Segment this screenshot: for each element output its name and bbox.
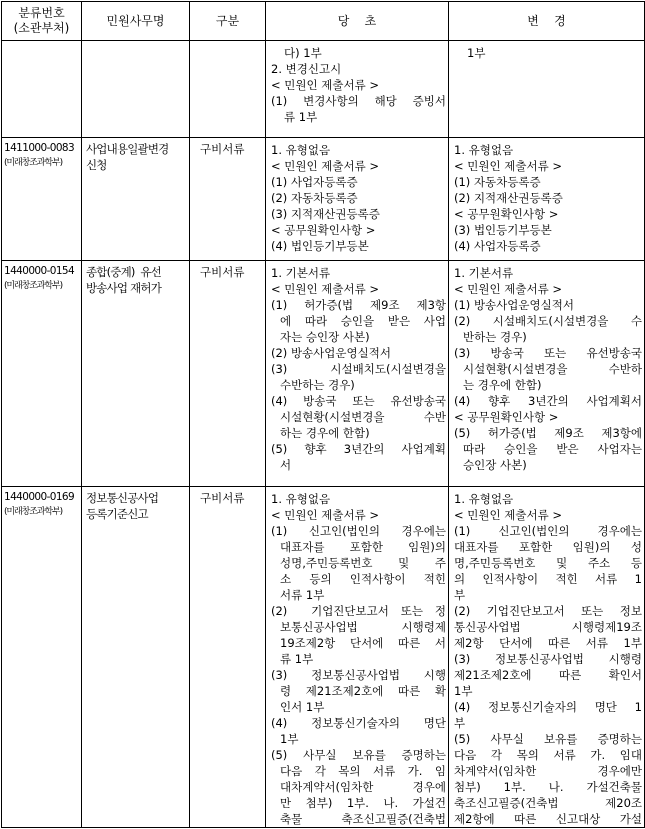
class-code: 1440000-0154 — [4, 265, 75, 277]
after-text-line: 명,주민등록번호 및 주소 등 — [454, 556, 642, 570]
after-text-line: < 공무원확인사항 > — [454, 207, 559, 221]
after-text-line: (3) 정보통신공사업법 시행령 — [454, 652, 642, 666]
before-text-line: 에 따라 승인을 받은 사업 — [280, 314, 446, 328]
service-name-line: 방송사업 재허가 — [86, 281, 162, 295]
after-text-line: 시설현황(시설변경을 수반하 — [463, 362, 642, 376]
before-text-line: 축물 축조신고필증(건축법 — [280, 812, 446, 826]
before-text-line: < 민원인 제출서류 > — [271, 282, 380, 296]
header-kind: 구분 — [190, 2, 266, 41]
before-text-line: < 공무원확인사항 > — [271, 223, 376, 237]
class-code-cell — [2, 138, 82, 261]
before-text-line: 류 1부 — [284, 110, 318, 124]
before-text-line: 서 — [280, 458, 292, 472]
class-code-cell — [2, 261, 82, 487]
before-text-line: (1) 신고인(법인의 경우에는 — [271, 524, 446, 538]
after-text-line: 1. 기본서류 — [454, 266, 514, 280]
before-text-line: 1부 — [280, 732, 299, 746]
after-text-line: < 공무원확인사항 > — [454, 410, 559, 424]
before-text-line: (4) 정보통신기술자의 명단 — [271, 716, 446, 730]
table-row — [2, 41, 645, 138]
civil-affairs-change-table — [1, 1, 645, 828]
before-text-line: < 민원인 제출서류 > — [271, 159, 380, 173]
before-text-line: 보통신공사업법 시행령제 — [280, 620, 446, 634]
after-text-line: 1. 유형없음 — [454, 143, 514, 157]
service-name-line: 신청 — [86, 158, 107, 172]
header-row — [2, 2, 645, 41]
before-text-line: (5) 사무실 보유를 증명하는 — [271, 748, 446, 762]
service-name-line: 종합(중계) 유선 — [86, 265, 161, 279]
kind-cell: 구비서류 — [190, 138, 266, 261]
before-text-line: 인서 1부 — [280, 700, 325, 714]
before-text-line: (2) 기업진단보고서 또는 정 — [271, 604, 446, 618]
before-text-line: (3) 시설배치도(시설변경을 — [271, 362, 446, 376]
after-text-line: 의 인적사항이 적힌 서류 1 — [454, 572, 642, 586]
before-text-line: (1) 사업자등록증 — [271, 175, 358, 189]
class-code-cell — [2, 487, 82, 828]
after-text-line: 1부 — [467, 46, 486, 60]
after-text-line: (1) 방송사업운영실적서 — [454, 298, 574, 312]
table-row — [2, 487, 645, 828]
before-text-line: (1) 허가증(법 제9조 제3항 — [271, 298, 446, 312]
service-name-cell — [82, 138, 190, 261]
after-text-line: 부 — [454, 588, 466, 602]
table-row — [2, 138, 645, 261]
after-text-line: (5) 허가증(법 제9조 제3항에 — [454, 426, 642, 440]
before-text-cell — [266, 487, 449, 828]
service-name-cell — [82, 261, 190, 487]
after-text-line: (4) 향후 3년간의 사업계획서 — [454, 394, 642, 408]
after-text-line: 1. 유형없음 — [454, 492, 514, 506]
after-text-line: (4) 정보통신기술자의 명단 1 — [454, 700, 642, 714]
before-text-line: 서류 1부 — [280, 588, 325, 602]
before-text-line: 소 등의 인적사항이 적힌 — [280, 572, 446, 586]
before-text-line: 류 1부 — [280, 652, 314, 666]
before-text-line: 령 제21조제2호에 따른 확 — [280, 684, 446, 698]
after-text-line: 1부 — [454, 684, 473, 698]
after-text-line: 제21조제2호에 따른 확인서 — [454, 668, 642, 682]
before-text-cell — [266, 138, 449, 261]
after-text-cell — [449, 487, 645, 828]
after-text-line: (2) 기업진단보고서 또는 정보 — [454, 604, 642, 618]
before-text-line: 시설현황(시설변경을 수반 — [280, 410, 446, 424]
before-text-line: (5) 향후 3년간의 사업계획 — [271, 442, 446, 456]
after-text-line: < 민원인 제출서류 > — [454, 282, 563, 296]
before-text-line: 1. 기본서류 — [271, 266, 331, 280]
class-code: 1411000-0083 — [4, 142, 75, 154]
before-text-line: (4) 방송국 또는 유선방송국 — [271, 394, 446, 408]
after-text-line: 제2항 단서에 따른 서류 1부 — [454, 636, 642, 650]
before-text-line: 하는 경우에 한함) — [280, 426, 370, 440]
header-code-line: 분류번호 — [18, 6, 65, 20]
before-text-line: < 민원인 제출서류 > — [271, 508, 380, 522]
after-text-line: 부 — [454, 716, 466, 730]
header-code — [2, 2, 82, 41]
before-text-line: < 민원인 제출서류 > — [271, 78, 380, 92]
service-name-line: 등록기준신고 — [86, 507, 148, 521]
after-text-cell — [449, 261, 645, 487]
ministry-name: (미래창조과학부) — [4, 158, 62, 168]
service-name-cell — [82, 41, 190, 138]
before-text-line: 대표자를 포함한 임원)의 — [280, 540, 446, 554]
after-text-line: (5) 사무실 보유를 증명하는 — [454, 732, 642, 746]
before-text-line: 성명,주민등록번호 및 주 — [280, 556, 446, 570]
after-text-line: 따라 승인을 받은 사업자는 — [463, 442, 642, 456]
before-text-line: (4) 법인등기부등본 — [271, 239, 369, 253]
before-text-line: 1. 유형없음 — [271, 143, 331, 157]
after-text-line: 반하는 경우) — [463, 330, 527, 344]
header-after: 변 경 — [449, 2, 645, 41]
after-text-line: 승인장 사본) — [463, 458, 527, 472]
before-text-line: 자는 승인장 사본) — [280, 330, 370, 344]
service-name-line: 사업내용일괄변경 — [86, 142, 169, 156]
after-text-line: (3) 법인등기부등본 — [454, 223, 552, 237]
after-text-line: 첨부) 1부. 나. 가설건축물 — [454, 780, 642, 794]
after-text-line: (2) 지적재산권등록증 — [454, 191, 563, 205]
header-name: 민원사무명 — [82, 2, 190, 41]
service-name-cell — [82, 487, 190, 828]
after-text-line: < 민원인 제출서류 > — [454, 159, 563, 173]
before-text-line: (3) 정보통신공사업법 시행 — [271, 668, 446, 682]
before-text-line: 19조제2항 단서에 따른 서 — [280, 636, 446, 650]
class-code-cell — [2, 41, 82, 138]
after-text-line: 축조신고필증(건축법 제20조 — [454, 796, 642, 810]
after-text-cell — [449, 41, 645, 138]
after-text-line: 차계약서(임차한 경우에만 — [454, 764, 642, 778]
before-text-line: 대차계약서(임차한 경우에 — [280, 780, 446, 794]
after-text-line: 제2항에 따른 신고대상 가설 — [454, 812, 642, 826]
before-text-line: (2) 자동차등록증 — [271, 191, 358, 205]
before-text-line: (3) 지적재산권등록증 — [271, 207, 380, 221]
before-text-line: 수반하는 경우) — [280, 378, 355, 392]
before-text-cell — [266, 41, 449, 138]
after-text-cell — [449, 138, 645, 261]
after-text-line: 는 경우에 한함) — [463, 378, 542, 392]
before-text-line: 1. 유형없음 — [271, 492, 331, 506]
after-text-line: < 민원인 제출서류 > — [454, 508, 563, 522]
ministry-name: (미래창조과학부) — [4, 281, 62, 291]
kind-cell: 구비서류 — [190, 261, 266, 487]
after-text-line: 다음 각 목의 서류 가. 임대 — [454, 748, 642, 762]
before-text-line: (2) 방송사업운영실적서 — [271, 346, 391, 360]
after-text-line: 대표자를 포함한 임원)의 성 — [454, 540, 642, 554]
kind-cell: 구비서류 — [190, 487, 266, 828]
table-row — [2, 261, 645, 487]
class-code: 1440000-0169 — [4, 491, 75, 503]
header-code-line: (소관부처) — [13, 21, 70, 35]
before-text-line: 다음 각 목의 서류 가. 임 — [280, 764, 446, 778]
before-text-line: (1) 변경사항의 해당 증빙서 — [271, 94, 446, 108]
after-text-line: (2) 시설배치도(시설변경을 수 — [454, 314, 642, 328]
before-text-line: 다) 1부 — [284, 46, 322, 60]
after-text-line: (4) 사업자등록증 — [454, 239, 541, 253]
after-text-line: (1) 신고인(법인의 경우에는 — [454, 524, 642, 538]
after-text-line: (3) 방송국 또는 유선방송국 — [454, 346, 642, 360]
kind-cell — [190, 41, 266, 138]
after-text-line: (1) 자동차등록증 — [454, 175, 541, 189]
header-before: 당 초 — [266, 2, 449, 41]
service-name-line: 정보통신공사업 — [86, 491, 159, 505]
after-text-line: 통신공사업법 시행령제19조 — [454, 620, 642, 634]
ministry-name: (미래창조과학부) — [4, 507, 62, 517]
before-text-line: 만 첨부) 1부. 나. 가설건 — [280, 796, 446, 810]
before-text-line: 2. 변경신고시 — [271, 62, 342, 76]
before-text-cell — [266, 261, 449, 487]
